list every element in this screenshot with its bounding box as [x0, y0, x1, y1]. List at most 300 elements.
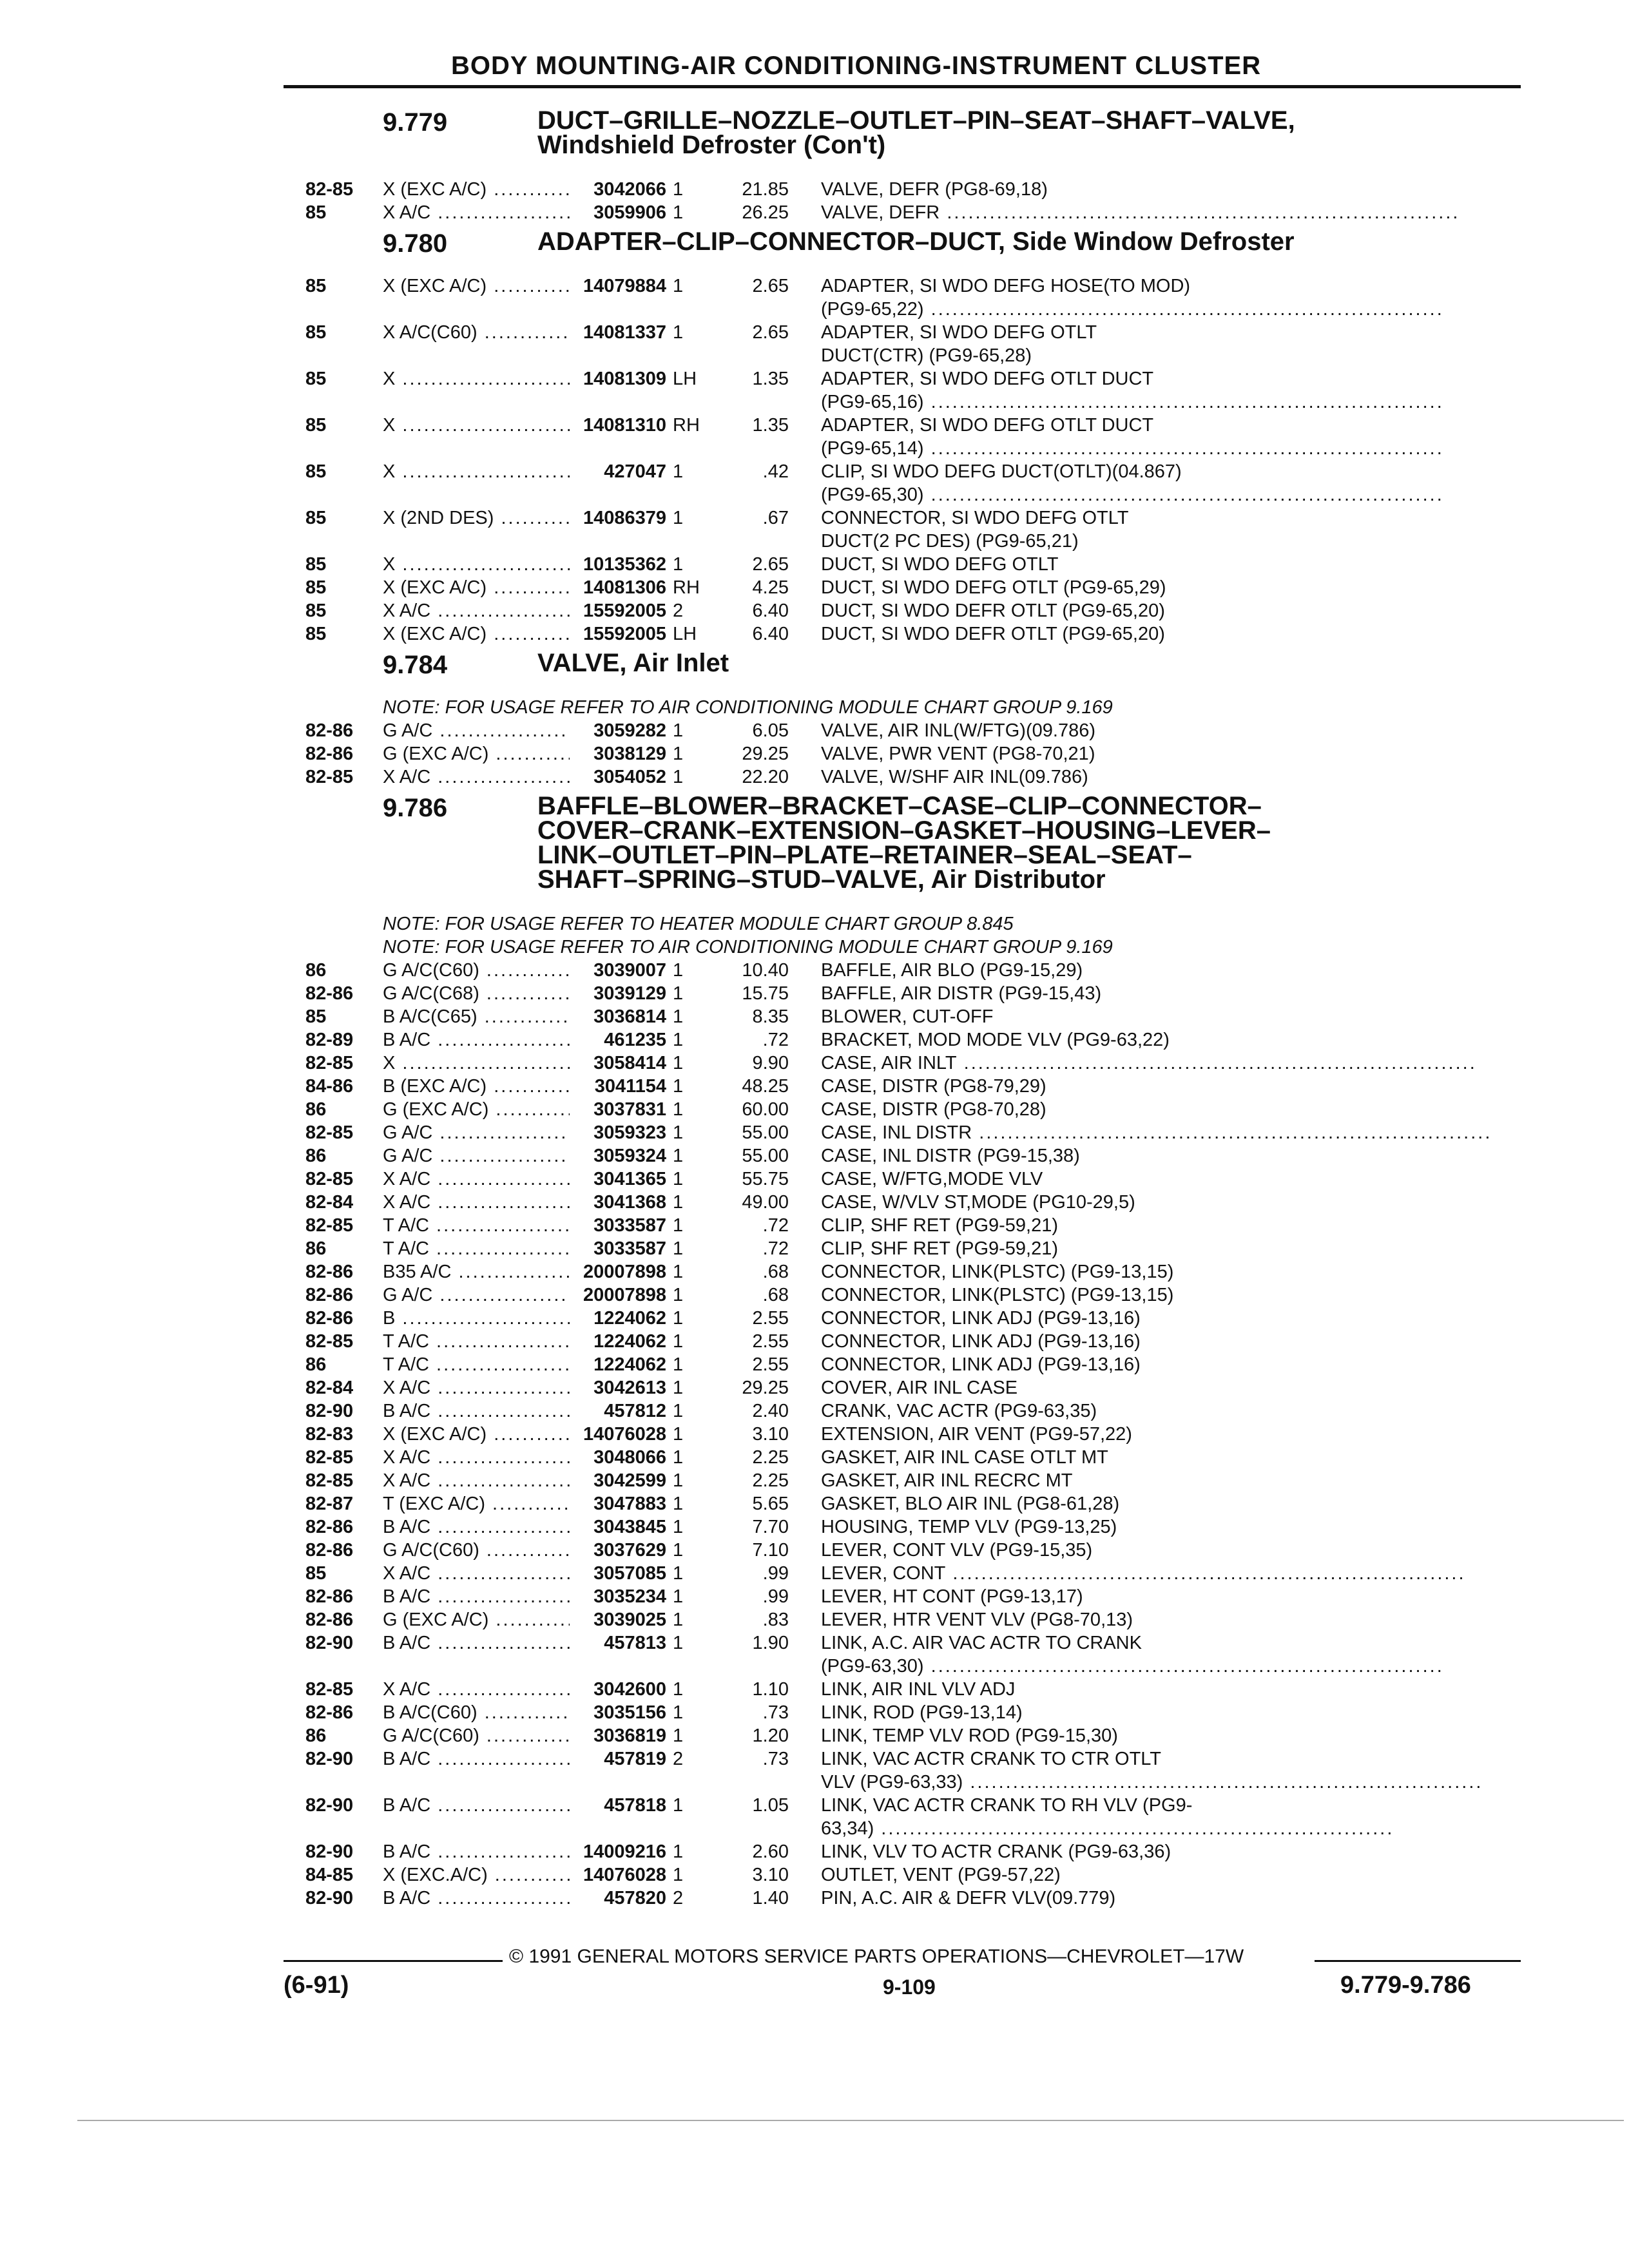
quantity-cell: 1: [673, 960, 684, 981]
part-number-cell: 3059324: [593, 1146, 666, 1166]
price-cell: 48.25: [742, 1076, 789, 1097]
description-cell: LINK, VLV TO ACTR CRANK (PG9-63,36) .....: [821, 1840, 1510, 1863]
price-cell: 55.00: [742, 1146, 789, 1166]
part-number-cell: 1224062: [593, 1331, 666, 1352]
year-cell: 85: [305, 1563, 327, 1584]
part-row: [305, 1260, 1523, 1283]
part-number-cell: 3035234: [593, 1586, 666, 1607]
quantity-cell: 2: [673, 1888, 684, 1908]
part-number-cell: 3041154: [594, 1076, 666, 1097]
section-header: [305, 103, 1523, 178]
quantity-cell: 1: [673, 461, 684, 482]
part-row: [305, 1863, 1523, 1887]
part-number-cell: 10135362: [583, 554, 666, 575]
model-cell: X (EXC A/C) .....: [383, 576, 570, 599]
model-cell: X (EXC.A/C) .....: [383, 1863, 570, 1887]
price-cell: 1.40: [752, 1888, 789, 1908]
year-cell: 82-86: [305, 1540, 354, 1561]
part-number-cell: 3042066: [593, 179, 666, 200]
part-number-cell: 3037629: [593, 1540, 666, 1561]
year-cell: 82-86: [305, 1308, 354, 1329]
model-cell: G A/C(C60) .....: [383, 1724, 570, 1747]
quantity-cell: 1: [673, 1610, 684, 1630]
quantity-cell: 1: [673, 276, 684, 296]
quantity-cell: 1: [673, 744, 684, 764]
part-row: [305, 576, 1523, 599]
year-cell: 82-89: [305, 1030, 354, 1050]
description-cell: BAFFLE, AIR BLO (PG9-15,29) .....: [821, 959, 1510, 982]
model-cell: B A/C .....: [383, 1887, 570, 1910]
quantity-cell: 1: [673, 202, 684, 223]
price-cell: 2.65: [752, 322, 789, 343]
price-cell: 9.90: [752, 1053, 789, 1073]
part-number-cell: 3041368: [593, 1192, 666, 1213]
quantity-cell: 1: [673, 1076, 684, 1097]
price-cell: 6.05: [752, 720, 789, 741]
part-row: [305, 1191, 1523, 1214]
part-row: [305, 1678, 1523, 1701]
year-cell: 85: [305, 202, 327, 223]
part-number-cell: 427047: [604, 461, 666, 482]
part-row: [305, 1052, 1523, 1075]
year-cell: 82-84: [305, 1378, 354, 1398]
part-number-cell: 3033587: [593, 1238, 666, 1259]
part-row: [305, 460, 1523, 506]
footer-rule-right: [1315, 1960, 1521, 1962]
description-cell: CONNECTOR, SI WDO DEFG OTLT DUCT(2 PC DES) (PG9-65,21) .....: [821, 506, 1510, 553]
description-cell: PIN, A.C. AIR & DEFR VLV(09.779) .....: [821, 1887, 1510, 1910]
model-cell: X .....: [383, 367, 570, 390]
price-cell: .72: [762, 1238, 789, 1259]
part-row: [305, 1840, 1523, 1863]
section-number: 9.779: [383, 108, 448, 137]
description-cell: CONNECTOR, LINK(PLSTC) (PG9-13,15) .....: [821, 1260, 1510, 1283]
year-cell: 82-85: [305, 1215, 354, 1236]
header-rule: [284, 85, 1521, 88]
year-cell: 86: [305, 1146, 327, 1166]
model-cell: X A/C .....: [383, 1469, 570, 1492]
model-cell: G A/C .....: [383, 1121, 570, 1144]
part-row: [305, 599, 1523, 622]
part-number-cell: 14081306: [583, 577, 666, 598]
description-cell: CASE, W/FTG,MODE VLV .....: [821, 1168, 1510, 1191]
price-cell: .42: [762, 461, 789, 482]
quantity-cell: 1: [673, 1285, 684, 1305]
price-cell: 55.75: [742, 1169, 789, 1189]
section-title: ADAPTER–CLIP–CONNECTOR–DUCT, Side Window Defroster: [537, 227, 1295, 256]
description-cell: CASE, W/VLV ST,MODE (PG10-29,5) .....: [821, 1191, 1510, 1214]
year-cell: 85: [305, 624, 327, 644]
footer-date: (6-91): [284, 1972, 349, 1999]
quantity-cell: 1: [673, 720, 684, 741]
model-cell: B A/C .....: [383, 1747, 570, 1771]
section-title: BAFFLE–BLOWER–BRACKET–CASE–CLIP–CONNECTOR– COVER–CRANK–EXTENSION–GASKET–HOUSING–LEVER– LINK–OUTLET–PIN–PLATE–RETAINER–SEAL–SEAT– SHAFT–SPRING–STUD–VALVE, Air Distributor: [537, 792, 1271, 894]
quantity-cell: 1: [673, 1354, 684, 1375]
part-row: [305, 1423, 1523, 1446]
model-cell: B A/C(C65) .....: [383, 1005, 570, 1028]
quantity-cell: 2: [673, 601, 684, 621]
part-number-cell: 14009216: [583, 1841, 666, 1862]
price-cell: .99: [762, 1586, 789, 1607]
model-cell: G (EXC A/C) .....: [383, 742, 570, 765]
part-number-cell: 14081337: [583, 322, 666, 343]
year-cell: 86: [305, 1099, 327, 1120]
part-number-cell: 3058414: [593, 1053, 666, 1073]
part-number-cell: 3048066: [593, 1447, 666, 1468]
part-number-cell: 3039007: [593, 960, 666, 981]
price-cell: .68: [762, 1285, 789, 1305]
description-cell: LINK, TEMP VLV ROD (PG9-15,30) .....: [821, 1724, 1510, 1747]
description-cell: ADAPTER, SI WDO DEFG HOSE(TO MOD) (PG9-65,22) .....: [821, 274, 1510, 321]
year-cell: 84-85: [305, 1865, 354, 1885]
quantity-cell: 1: [673, 1331, 684, 1352]
section-number: 9.786: [383, 794, 448, 822]
model-cell: X .....: [383, 460, 570, 483]
year-cell: 82-86: [305, 720, 354, 741]
price-cell: 2.25: [752, 1470, 789, 1491]
quantity-cell: 1: [673, 1099, 684, 1120]
model-cell: G A/C(C60) .....: [383, 1539, 570, 1562]
part-number-cell: 3059282: [593, 720, 666, 741]
quantity-cell: 1: [673, 1795, 684, 1816]
model-cell: X A/C .....: [383, 1446, 570, 1469]
part-row: [305, 1539, 1523, 1562]
description-cell: DUCT, SI WDO DEFR OTLT (PG9-65,20) .....: [821, 622, 1510, 646]
price-cell: 29.25: [742, 1378, 789, 1398]
price-cell: 26.25: [742, 202, 789, 223]
model-cell: X A/C .....: [383, 1678, 570, 1701]
description-cell: LEVER, HT CONT (PG9-13,17) .....: [821, 1585, 1510, 1608]
page-header-title: BODY MOUNTING-AIR CONDITIONING-INSTRUMENT CLUSTER: [451, 52, 1262, 80]
quantity-cell: 2: [673, 1749, 684, 1769]
model-cell: B A/C .....: [383, 1399, 570, 1423]
price-cell: 29.25: [742, 744, 789, 764]
part-row: [305, 1028, 1523, 1052]
part-row: [305, 414, 1523, 460]
year-cell: 85: [305, 554, 327, 575]
price-cell: 2.65: [752, 554, 789, 575]
quantity-cell: 1: [673, 1192, 684, 1213]
part-row: [305, 1515, 1523, 1539]
price-cell: 3.10: [752, 1865, 789, 1885]
description-cell: DUCT, SI WDO DEFR OTLT (PG9-65,20) .....: [821, 599, 1510, 622]
part-row: [305, 1724, 1523, 1747]
year-cell: 85: [305, 601, 327, 621]
model-cell: T A/C .....: [383, 1237, 570, 1260]
description-cell: VALVE, W/SHF AIR INL(09.786) .....: [821, 765, 1510, 789]
price-cell: 6.40: [752, 624, 789, 644]
model-cell: T A/C .....: [383, 1214, 570, 1237]
description-cell: CASE, DISTR (PG8-70,28) .....: [821, 1098, 1510, 1121]
year-cell: 86: [305, 1354, 327, 1375]
year-cell: 84-86: [305, 1076, 354, 1097]
year-cell: 82-90: [305, 1401, 354, 1421]
description-cell: LEVER, CONT VLV (PG9-15,35) .....: [821, 1539, 1510, 1562]
part-row: [305, 201, 1523, 224]
part-row: [305, 1237, 1523, 1260]
part-number-cell: 14086379: [583, 508, 666, 528]
part-row: [305, 1330, 1523, 1353]
quantity-cell: 1: [673, 1865, 684, 1885]
model-cell: X .....: [383, 1052, 570, 1075]
part-number-cell: 3047883: [593, 1494, 666, 1514]
year-cell: 82-90: [305, 1888, 354, 1908]
part-number-cell: 461235: [604, 1030, 666, 1050]
year-cell: 82-85: [305, 179, 354, 200]
model-cell: X (2ND DES) .....: [383, 506, 570, 530]
part-row: [305, 506, 1523, 553]
part-number-cell: 457818: [604, 1795, 666, 1816]
description-cell: GASKET, BLO AIR INL (PG8-61,28) .....: [821, 1492, 1510, 1515]
price-cell: 2.60: [752, 1841, 789, 1862]
year-cell: 82-85: [305, 1679, 354, 1700]
year-cell: 86: [305, 960, 327, 981]
price-cell: 1.35: [752, 415, 789, 436]
part-row: [305, 178, 1523, 201]
year-cell: 82-86: [305, 1610, 354, 1630]
price-cell: 2.40: [752, 1401, 789, 1421]
section-title: DUCT–GRILLE–NOZZLE–OUTLET–PIN–SEAT–SHAFT–VALVE, Windshield Defroster (Con't): [537, 106, 1295, 159]
quantity-cell: 1: [673, 1215, 684, 1236]
quantity-cell: 1: [673, 1725, 684, 1746]
description-cell: CONNECTOR, LINK(PLSTC) (PG9-13,15) .....: [821, 1283, 1510, 1307]
model-cell: G (EXC A/C) .....: [383, 1608, 570, 1631]
part-row: [305, 1399, 1523, 1423]
quantity-cell: 1: [673, 1146, 684, 1166]
price-cell: 2.25: [752, 1447, 789, 1468]
model-cell: G A/C .....: [383, 719, 570, 742]
section-header: [305, 789, 1523, 912]
year-cell: 82-86: [305, 1285, 354, 1305]
part-row: [305, 1214, 1523, 1237]
model-cell: T A/C .....: [383, 1330, 570, 1353]
quantity-cell: 1: [673, 983, 684, 1004]
part-row: [305, 742, 1523, 765]
quantity-cell: 1: [673, 1401, 684, 1421]
price-cell: .83: [762, 1610, 789, 1630]
model-cell: X A/C .....: [383, 765, 570, 789]
part-row: [305, 1747, 1523, 1794]
part-row: [305, 367, 1523, 414]
quantity-cell: 1: [673, 1540, 684, 1561]
description-cell: CONNECTOR, LINK ADJ (PG9-13,16) .....: [821, 1307, 1510, 1330]
year-cell: 85: [305, 577, 327, 598]
price-cell: .99: [762, 1563, 789, 1584]
description-cell: DUCT, SI WDO DEFG OTLT (PG9-65,29) .....: [821, 576, 1510, 599]
year-cell: 82-85: [305, 767, 354, 787]
part-number-cell: 3059323: [593, 1122, 666, 1143]
quantity-cell: RH: [673, 415, 700, 436]
year-cell: 82-90: [305, 1633, 354, 1653]
part-number-cell: 457819: [604, 1749, 666, 1769]
model-cell: G A/C .....: [383, 1144, 570, 1168]
year-cell: 82-86: [305, 1586, 354, 1607]
part-number-cell: 20007898: [583, 1262, 666, 1282]
part-number-cell: 3036819: [593, 1725, 666, 1746]
price-cell: 49.00: [742, 1192, 789, 1213]
description-cell: CRANK, VAC ACTR (PG9-63,35) .....: [821, 1399, 1510, 1423]
description-cell: LINK, A.C. AIR VAC ACTR TO CRANK (PG9-63,30) .....: [821, 1631, 1510, 1678]
footer-page-number: 9-109: [883, 1975, 936, 1999]
model-cell: G A/C(C60) .....: [383, 959, 570, 982]
footer-copyright: © 1991 GENERAL MOTORS SERVICE PARTS OPERATIONS—CHEVROLET—17W: [509, 1946, 1244, 1967]
part-number-cell: 3054052: [593, 767, 666, 787]
part-row: [305, 1005, 1523, 1028]
part-number-cell: 14076028: [583, 1424, 666, 1445]
year-cell: 82-85: [305, 1470, 354, 1491]
description-cell: VALVE, AIR INL(W/FTG)(09.786) .....: [821, 719, 1510, 742]
part-row: [305, 1631, 1523, 1678]
quantity-cell: 1: [673, 1702, 684, 1723]
model-cell: G A/C(C68) .....: [383, 982, 570, 1005]
quantity-cell: LH: [673, 369, 697, 389]
part-row: [305, 719, 1523, 742]
description-cell: LINK, ROD (PG9-13,14) .....: [821, 1701, 1510, 1724]
quantity-cell: 1: [673, 767, 684, 787]
description-cell: CASE, DISTR (PG8-79,29) .....: [821, 1075, 1510, 1098]
part-number-cell: 3041365: [593, 1169, 666, 1189]
quantity-cell: 1: [673, 179, 684, 200]
section-header: [305, 646, 1523, 696]
description-cell: BRACKET, MOD MODE VLV (PG9-63,22) .....: [821, 1028, 1510, 1052]
model-cell: B A/C .....: [383, 1631, 570, 1655]
part-row: [305, 765, 1523, 789]
description-cell: ADAPTER, SI WDO DEFG OTLT DUCT (PG9-65,16) .....: [821, 367, 1510, 414]
part-number-cell: 15592005: [583, 601, 666, 621]
part-number-cell: 3038129: [593, 744, 666, 764]
part-row: [305, 1075, 1523, 1098]
price-cell: 2.55: [752, 1354, 789, 1375]
price-cell: 10.40: [742, 960, 789, 981]
description-cell: HOUSING, TEMP VLV (PG9-13,25) .....: [821, 1515, 1510, 1539]
model-cell: X A/C(C60) .....: [383, 321, 570, 344]
price-cell: 22.20: [742, 767, 789, 787]
price-cell: 1.90: [752, 1633, 789, 1653]
price-cell: .73: [762, 1702, 789, 1723]
model-cell: B A/C .....: [383, 1840, 570, 1863]
part-row: [305, 553, 1523, 576]
model-cell: B .....: [383, 1307, 570, 1330]
part-number-cell: 3037831: [593, 1099, 666, 1120]
year-cell: 82-85: [305, 1447, 354, 1468]
part-row: [305, 1562, 1523, 1585]
quantity-cell: 1: [673, 554, 684, 575]
quantity-cell: 1: [673, 1262, 684, 1282]
usage-note: NOTE: FOR USAGE REFER TO HEATER MODULE CHART GROUP 8.845: [383, 914, 1014, 934]
year-cell: 82-85: [305, 1331, 354, 1352]
quantity-cell: 1: [673, 1238, 684, 1259]
part-row: [305, 1121, 1523, 1144]
description-cell: CONNECTOR, LINK ADJ (PG9-13,16) .....: [821, 1353, 1510, 1376]
description-cell: LINK, VAC ACTR CRANK TO CTR OTLT VLV (PG9-63,33) .....: [821, 1747, 1510, 1794]
quantity-cell: 1: [673, 1308, 684, 1329]
description-cell: CLIP, SHF RET (PG9-59,21) .....: [821, 1214, 1510, 1237]
model-cell: B35 A/C .....: [383, 1260, 570, 1283]
year-cell: 82-83: [305, 1424, 354, 1445]
price-cell: .72: [762, 1215, 789, 1236]
description-cell: COVER, AIR INL CASE .....: [821, 1376, 1510, 1399]
part-number-cell: 3036814: [593, 1006, 666, 1027]
part-number-cell: 457812: [604, 1401, 666, 1421]
part-number-cell: 457813: [604, 1633, 666, 1653]
quantity-cell: 1: [673, 1841, 684, 1862]
part-row: [305, 1585, 1523, 1608]
description-cell: GASKET, AIR INL CASE OTLT MT .....: [821, 1446, 1510, 1469]
description-cell: CASE, INL DISTR .....: [821, 1121, 1510, 1144]
scan-artifact-line: [77, 2120, 1624, 2121]
section-number: 9.780: [383, 229, 448, 258]
description-cell: BAFFLE, AIR DISTR (PG9-15,43) .....: [821, 982, 1510, 1005]
year-cell: 82-85: [305, 1053, 354, 1073]
price-cell: 55.00: [742, 1122, 789, 1143]
quantity-cell: RH: [673, 577, 700, 598]
part-number-cell: 457820: [604, 1888, 666, 1908]
part-number-cell: 3042599: [593, 1470, 666, 1491]
description-cell: GASKET, AIR INL RECRC MT .....: [821, 1469, 1510, 1492]
description-cell: LINK, AIR INL VLV ADJ .....: [821, 1678, 1510, 1701]
description-cell: VALVE, PWR VENT (PG8-70,21) .....: [821, 742, 1510, 765]
year-cell: 82-84: [305, 1192, 354, 1213]
part-number-cell: 3042600: [593, 1679, 666, 1700]
part-number-cell: 14076028: [583, 1865, 666, 1885]
price-cell: 1.20: [752, 1725, 789, 1746]
part-number-cell: 15592005: [583, 624, 666, 644]
part-row: [305, 1168, 1523, 1191]
description-cell: VALVE, DEFR (PG8-69,18) .....: [821, 178, 1510, 201]
description-cell: CLIP, SI WDO DEFG DUCT(OTLT)(04.867) (PG9-65,30) .....: [821, 460, 1510, 506]
price-cell: 6.40: [752, 601, 789, 621]
year-cell: 82-87: [305, 1494, 354, 1514]
part-row: [305, 959, 1523, 982]
model-cell: G (EXC A/C) .....: [383, 1098, 570, 1121]
part-row: [305, 1144, 1523, 1168]
year-cell: 82-86: [305, 983, 354, 1004]
price-cell: .72: [762, 1030, 789, 1050]
price-cell: .73: [762, 1749, 789, 1769]
model-cell: B A/C .....: [383, 1585, 570, 1608]
quantity-cell: 1: [673, 1447, 684, 1468]
year-cell: 82-90: [305, 1841, 354, 1862]
part-number-cell: 14079884: [583, 276, 666, 296]
part-number-cell: 14081309: [583, 369, 666, 389]
description-cell: ADAPTER, SI WDO DEFG OTLT DUCT(CTR) (PG9-65,28) .....: [821, 321, 1510, 367]
year-cell: 85: [305, 1006, 327, 1027]
model-cell: X A/C .....: [383, 1376, 570, 1399]
quantity-cell: 1: [673, 1563, 684, 1584]
section-header: [305, 224, 1523, 274]
model-cell: X A/C .....: [383, 1191, 570, 1214]
part-number-cell: 3042613: [593, 1378, 666, 1398]
year-cell: 82-86: [305, 1702, 354, 1723]
quantity-cell: 1: [673, 1424, 684, 1445]
part-row: [305, 1701, 1523, 1724]
quantity-cell: 1: [673, 322, 684, 343]
model-cell: G A/C .....: [383, 1283, 570, 1307]
model-cell: T (EXC A/C) .....: [383, 1492, 570, 1515]
quantity-cell: 1: [673, 1586, 684, 1607]
description-cell: ADAPTER, SI WDO DEFG OTLT DUCT (PG9-65,14) .....: [821, 414, 1510, 460]
part-row: [305, 1307, 1523, 1330]
model-cell: B A/C .....: [383, 1028, 570, 1052]
part-row: [305, 1887, 1523, 1910]
part-row: [305, 1794, 1523, 1840]
year-cell: 82-86: [305, 744, 354, 764]
year-cell: 85: [305, 415, 327, 436]
usage-note: NOTE: FOR USAGE REFER TO AIR CONDITIONING MODULE CHART GROUP 9.169: [383, 937, 1113, 957]
price-cell: 2.65: [752, 276, 789, 296]
part-row: [305, 1098, 1523, 1121]
part-row: [305, 321, 1523, 367]
